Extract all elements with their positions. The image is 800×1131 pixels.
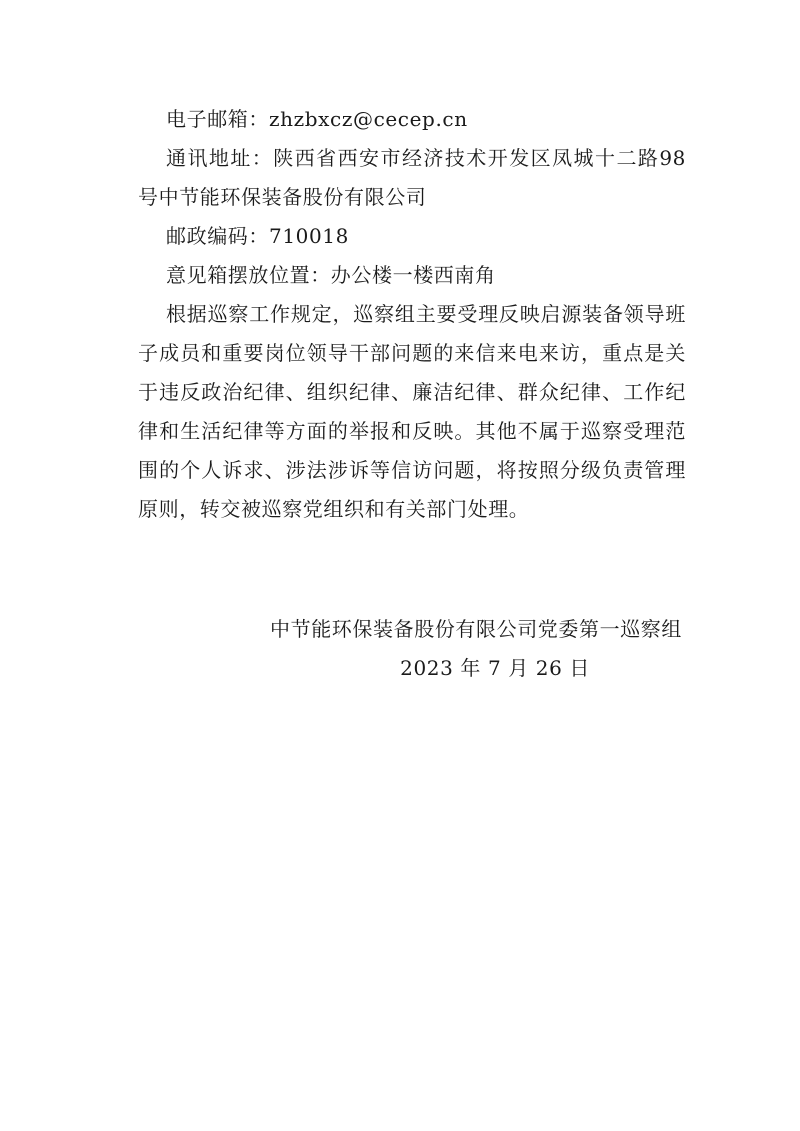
document-body [138,100,686,529]
address-line: 通讯地址：陕西省西安市经济技术开发区凤城十二路98号中节能环保装备股份有限公司 [138,146,686,209]
email-line: 电子邮箱：zhzbxcz@cecep.cn [166,107,468,131]
signature-organization: 中节能环保装备股份有限公司党委第一巡察组 [270,617,682,641]
mailbox-location-line: 意见箱摆放位置：办公楼一楼西南角 [166,263,496,287]
signature-block [270,610,682,688]
signature-date: 2023 年 7 月 26 日 [400,656,590,680]
scope-paragraph: 根据巡察工作规定，巡察组主要受理反映启源装备领导班子成员和重要岗位领导干部问题的来信来电来访，重点是关于违反政治纪律、组织纪律、廉洁纪律、群众纪律、工作纪律和生活纪律等方面的举报和反映。其他不属于巡察受理范围的个人诉求、涉法涉诉等信访问题，将按照分级负责管理原则，转交被巡察党组织和有关部门处理。 [138,302,686,521]
postcode-line: 邮政编码：710018 [166,224,349,248]
